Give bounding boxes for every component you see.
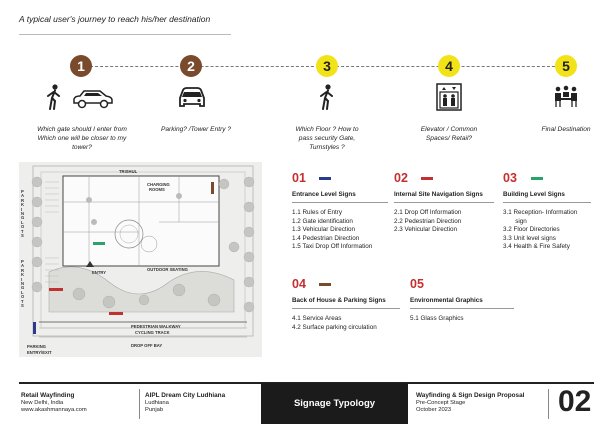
walking-person-icon xyxy=(318,84,336,110)
footer-brand: Retail Wayfinding New Delhi, India www.akashmannaya.com xyxy=(21,392,87,414)
section-04-title: Back of House & Parking Signs xyxy=(292,297,386,304)
list-item: 3.4 Health & Fire Safety xyxy=(503,243,570,251)
footer-divider xyxy=(548,389,549,419)
step-5-circle: 5 xyxy=(555,55,577,77)
elevator-icon xyxy=(436,83,462,111)
plan-label-parking-lots-bottom: PARKING LOTS xyxy=(21,259,25,309)
footer-divider xyxy=(139,389,140,419)
plan-label-drop-off-bay: DROP OFF BAY xyxy=(131,343,163,348)
section-05-title: Environmental Graphics xyxy=(410,297,483,304)
step-5-text: Final Destination xyxy=(541,126,591,133)
list-item: 3.3 Unit level signs xyxy=(503,234,556,242)
meeting-group-icon xyxy=(553,85,579,109)
section-01-title: Entrance Level Signs xyxy=(292,191,356,198)
site-plan xyxy=(19,162,262,357)
step-2-circle: 2 xyxy=(180,55,202,77)
list-item: 3.2 Floor Directories xyxy=(503,226,560,234)
plan-label-parking-lots-top: PARKING LOTS xyxy=(21,189,25,239)
footer-title-band: Signage Typology xyxy=(261,383,408,424)
step-4-text: Elevator / Common Spaces/ Retail? xyxy=(420,126,478,142)
plan-label-outdoor-seating: OUTDOOR SEATING xyxy=(147,267,188,272)
section-04-list xyxy=(292,315,377,332)
car-front-icon xyxy=(176,86,208,110)
list-item: 4.1 Service Areas xyxy=(292,315,342,322)
list-item: 4.2 Surface parking circulation xyxy=(292,323,377,331)
step-3-circle: 3 xyxy=(316,55,338,77)
plan-label-entry: ENTRY xyxy=(92,270,107,275)
list-item: 5.1 Glass Graphics xyxy=(410,315,464,322)
list-item: 1.5 Taxi Drop Off Information xyxy=(292,243,373,251)
step-3-text: Which Floor ? How to pass security Gate, Turnstyles ? xyxy=(295,126,359,151)
step-1-circle: 1 xyxy=(70,55,92,77)
list-item: 3.1 Reception- Information xyxy=(503,209,578,216)
section-05-list xyxy=(410,315,464,324)
section-03-number: 03 xyxy=(503,171,517,185)
footer-proposal: Wayfinding & Sign Design Proposal Pre-Concept Stage October 2023 xyxy=(416,392,525,414)
section-01-color-bar xyxy=(319,177,331,180)
section-04-rule xyxy=(292,308,400,309)
car-side-icon xyxy=(71,89,115,109)
section-02-rule xyxy=(394,202,494,203)
list-item: 1.4 Pedestrian Direction xyxy=(292,234,360,242)
page-number: 02 xyxy=(558,385,592,418)
section-05-rule xyxy=(410,308,514,309)
step-4-circle: 4 xyxy=(438,55,460,77)
plan-label-charging: CHARGING xyxy=(147,182,170,187)
plan-label-cycling-track: CYCLING TRACK xyxy=(135,330,170,335)
footer-project: AIPL Dream City Ludhiana Ludhiana Punjab xyxy=(145,392,226,414)
plan-label-parking: PARKING xyxy=(27,344,46,349)
list-item: 1.1 Rules of Entry xyxy=(292,209,343,216)
plan-label-entry-exit: ENTRY/EXIT xyxy=(27,350,52,355)
list-item: 2.2 Pedestrian Direction xyxy=(394,217,462,225)
section-01-rule xyxy=(292,202,388,203)
section-02-color-bar xyxy=(421,177,433,180)
section-04-number: 04 xyxy=(292,277,306,291)
section-02-list xyxy=(394,209,461,235)
step-2-text: Parking? /Tower Entry ? xyxy=(160,126,232,133)
section-02-number: 02 xyxy=(394,171,408,185)
page-heading: A typical user's journey to reach his/her destination xyxy=(19,14,211,24)
plan-label-trishul: TRISHUL xyxy=(119,169,138,174)
section-02-title: Internal Site Navigation Signs xyxy=(394,191,483,198)
list-item: 1.3 Vehicular Direction xyxy=(292,226,356,234)
section-03-list xyxy=(503,209,577,252)
step-1-text: Which gate should I enter from Which one will be closer to my tower? xyxy=(37,126,127,151)
section-01-list xyxy=(292,209,372,252)
section-01-number: 01 xyxy=(292,171,306,185)
plan-label-pedestrian-walkway: PEDESTRIAN WALKWAY xyxy=(131,324,181,329)
list-item: 2.3 Vehicular Direction xyxy=(394,226,458,234)
heading-rule xyxy=(19,34,231,35)
walking-person-icon xyxy=(44,84,64,110)
section-03-rule xyxy=(503,202,591,203)
section-04-color-bar xyxy=(319,283,331,286)
list-item: sign xyxy=(503,217,527,225)
section-03-color-bar xyxy=(531,177,543,180)
list-item: 2.1 Drop Off Information xyxy=(394,209,462,216)
list-item: 1.2 Gate identification xyxy=(292,217,353,225)
section-05-number: 05 xyxy=(410,277,424,291)
section-03-title: Building Level Signs xyxy=(503,191,565,198)
plan-label-rooms: ROOMS xyxy=(149,187,165,192)
